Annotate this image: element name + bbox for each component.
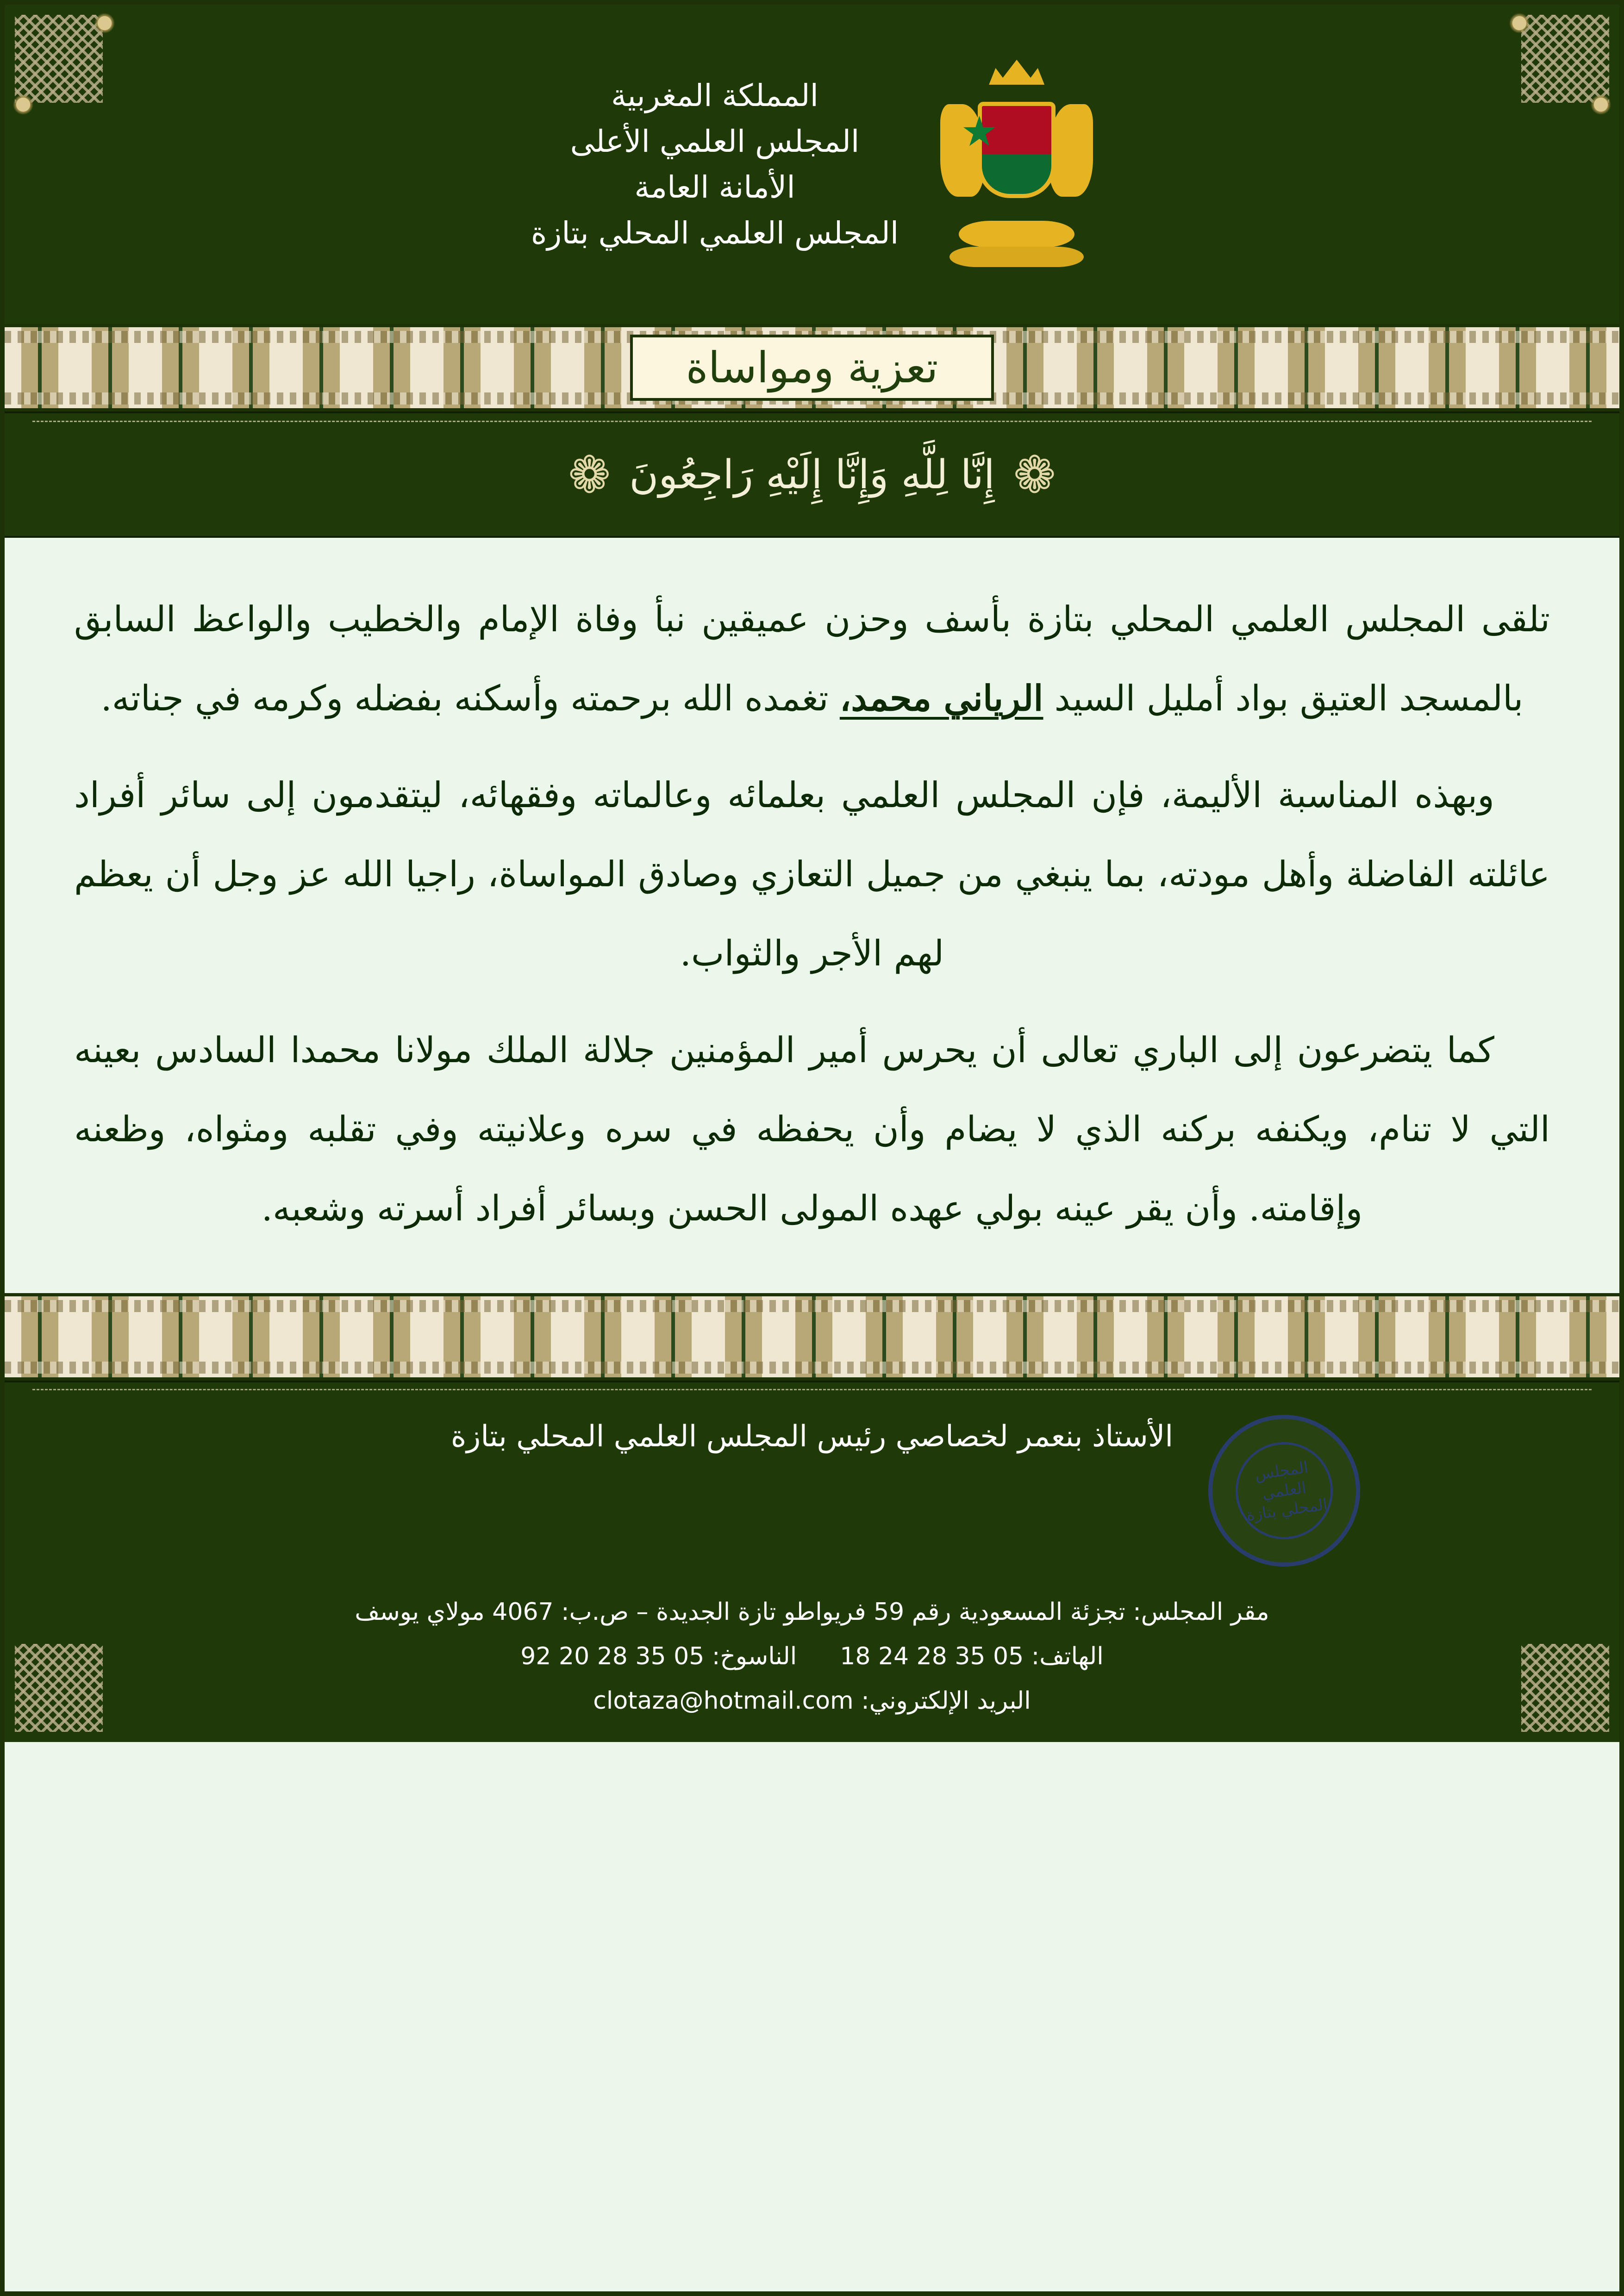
flourish-icon: ❁ [568,445,611,504]
ornament-band-bottom [5,1293,1619,1381]
announcement-suffix: تغمده الله برحمته وأسكنه بفضله وكرمه في جناته. [100,678,840,719]
email-value[interactable]: clotaza@hotmail.com [593,1687,854,1715]
quran-verse-bar [5,411,1619,538]
phone-value: 05 35 28 24 18 [840,1643,1024,1671]
address-row [5,1590,1619,1634]
crown-icon [989,57,1044,85]
lion-right-icon [1049,104,1093,197]
phone-label: الهاتف: [1031,1643,1104,1671]
morocco-coat-of-arms-icon [940,53,1093,275]
corner-accent-icon [1589,93,1613,117]
corner-accent-icon [93,11,117,35]
signatory-name: الأستاذ بنعمر لخصاصي رئيس المجلس العلمي المحلي بتازة [450,1419,1174,1454]
corner-accent-icon [1507,11,1531,35]
corner-accent-icon [11,93,35,117]
announcement-prefix: تلقى المجلس العلمي المحلي بتازة بأسف وحزن عميقين نبأ وفاة الإمام والخطيب والواعظ السابق بالمسجد العتيق بواد أمليل السيد [74,598,1550,719]
paragraph-prayer-for-king: كما يتضرعون إلى الباري تعالى أن يحرس أمير المؤمنين جلالة الملك مولانا محمدا السادس بعينه التي لا تنام، ويكنفه بركنه الذي لا يضام وأن يحفظه في سره وعلانيته وفي تقلبه ومثواه، وظعنه وإقامته. وأن يقر عينه بولي عهده المولى الحسن وبسائر أفراد أسرته وشعبه. [74,1029,1550,1229]
emblem-ribbon [949,247,1084,267]
fax-label: الناسوخ: [712,1643,797,1671]
corner-ornament-bottom-left [15,1644,103,1732]
phone-fax-row [5,1634,1619,1679]
header-title-block [531,73,899,256]
flourish-icon: ❁ [1013,445,1056,504]
stamp-inner-text: المجلس العلمي المحلي بتازة [1229,1436,1339,1545]
council-title: المجلس العلمي الأعلى [570,124,860,159]
divider-dashed [32,1389,1592,1390]
document-body [5,538,1619,1284]
paragraph-announcement [74,579,1550,738]
document-type-label: تعزية ومواساة [630,335,993,401]
corner-ornament-bottom-right [1521,1644,1609,1732]
document-header [5,5,1619,324]
contact-block [5,1581,1619,1742]
corner-ornament-top-left [15,15,103,103]
address-value: تجزئة المسعودية رقم 59 فريواطو تازة الجديدة – ص.ب: 4067 مولاي يوسف [355,1598,1125,1626]
local-council-title: المجلس العلمي المحلي بتازة [531,215,899,251]
signature-area [5,1381,1619,1581]
emblem-base [959,221,1074,248]
fax-value: 05 35 28 20 92 [520,1643,705,1671]
secretariat-title: الأمانة العامة [634,169,795,205]
ornament-band-top [5,324,1619,411]
email-label: البريد الإلكتروني: [861,1687,1031,1715]
divider-dashed [32,421,1592,422]
kingdom-title: المملكة المغربية [611,78,818,113]
email-row [5,1679,1619,1723]
address-label: مقر المجلس: [1133,1598,1269,1626]
deceased-name: الرياني محمد، [839,678,1043,719]
quran-verse: إِنَّا لِلَّهِ وَإِنَّا إِلَيْهِ رَاجِعُونَ [629,451,995,498]
corner-ornament-top-right [1521,15,1609,103]
paragraph-condolences: وبهذه المناسبة الأليمة، فإن المجلس العلمي بعلمائه وعالماته وفقهائه، ليتقدمون إلى سائر أفراد عائلته الفاضلة وأهل مودته، بما ينبغي من جميل التعازي وصادق المواساة، راجيا الله عز وجل أن يعظم لهم الأجر والثواب. [74,774,1550,974]
document-footer [5,1381,1619,1742]
